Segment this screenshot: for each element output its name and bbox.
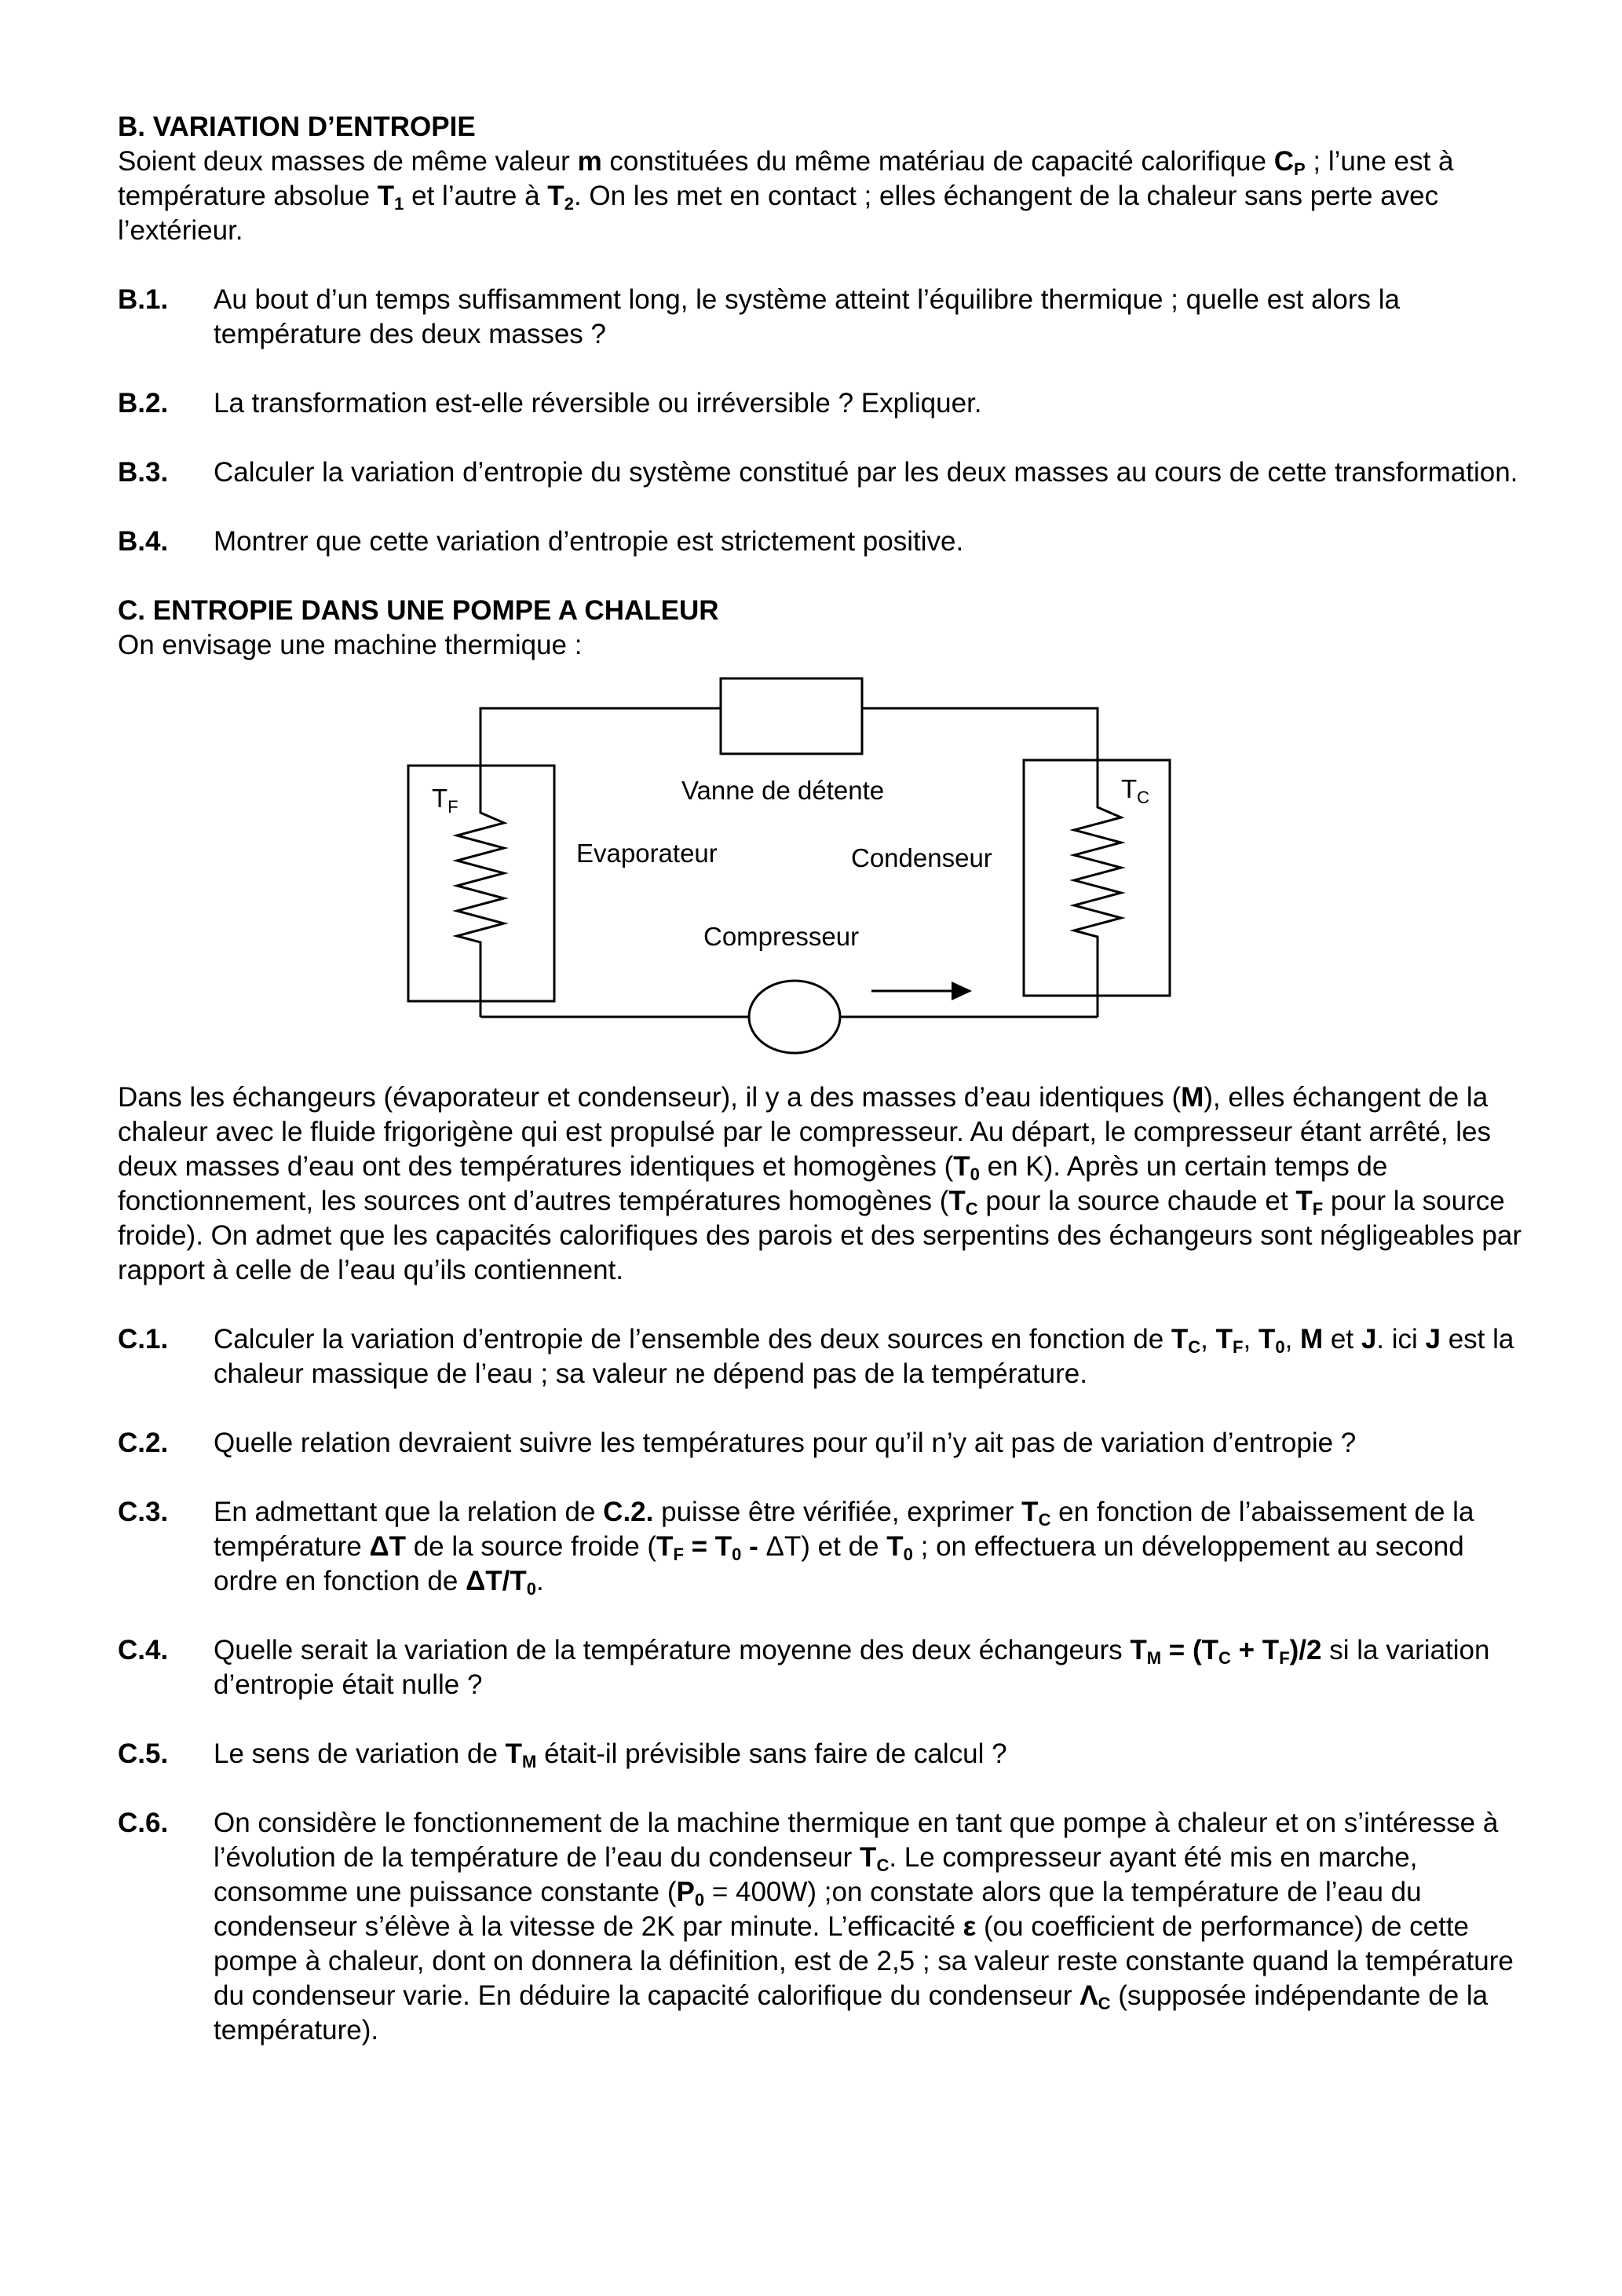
expansion-valve-label: Vanne de détente — [681, 776, 885, 805]
question-number: C.2. — [118, 1428, 169, 1458]
question-number: B.2. — [118, 388, 169, 419]
question-c5 — [118, 1737, 1523, 1771]
question-b3 — [118, 455, 1523, 490]
question-b4 — [118, 525, 1523, 559]
evaporator-label: Evaporateur — [576, 839, 718, 868]
compressor — [749, 981, 840, 1053]
question-text: Au bout d’un temps suffisamment long, le système atteint l’équilibre thermique ; quelle est alors la température des deux masses ? — [214, 284, 1400, 349]
question-number: B.3. — [118, 457, 169, 488]
question-number: C.4. — [118, 1635, 169, 1665]
question-number: B.4. — [118, 526, 169, 557]
question-text: Calculer la variation d’entropie du système constitué par les deux masses au cours de cette transformation. — [214, 457, 1518, 488]
heat-pump-diagram — [118, 667, 1523, 1057]
question-c1 — [118, 1322, 1523, 1391]
question-text: Calculer la variation d’entropie de l’ensemble des deux sources en fonction de $T_C$, $T_F$, $T_0$, M et J. ici J est la chaleur massique de l’eau ; sa valeur ne dépend pas de la température. — [214, 1324, 1514, 1389]
question-number: C.3. — [118, 1497, 169, 1527]
question-number: C.1. — [118, 1324, 169, 1355]
question-c2 — [118, 1426, 1523, 1461]
compressor-label: Compresseur — [703, 922, 860, 951]
condenser-coil — [1074, 760, 1121, 1017]
question-text: La transformation est-elle réversible ou irréversible ? Expliquer. — [214, 388, 982, 419]
question-b2 — [118, 386, 1523, 421]
condenser-label: Condenseur — [851, 843, 992, 872]
question-text: Montrer que cette variation d’entropie est strictement positive. — [214, 526, 964, 557]
question-text: On considère le fonctionnement de la machine thermique en tant que pompe à chaleur et on s’intéresse à l’évolution de la température de l’eau du condenseur $T_C$. Le compresseur ayant été mis en marche, consomme une puissance constante $(P_0 = 400W)$ ;on constate alors que la température de l’eau du condenseur s’élève à la vitesse de 2K par minute. L’efficacité ε (ou coefficient de performance) de cette pompe à chaleur, dont on donnera la définition, est de 2,5 ; sa valeur reste constante quand la température du condenseur varie. En déduire la capacité calorifique du condenseur $\Lambda_C$ (supposée indépendante de la température). — [214, 1808, 1514, 2046]
section-c-title: C. ENTROPIE DANS UNE POMPE A CHALEUR — [118, 595, 719, 626]
section-b-intro: Soient deux masses de même valeur m constituées du même matériau de capacité calorifique $C_P$ ; l’une est à température absolue $T_1$ et l’autre à $T_2$. On les met en contact ; elles échangent de la chaleur sans perte avec l’extérieur. — [118, 146, 1454, 246]
tc-label: $T_C$ — [1121, 774, 1150, 807]
question-c4 — [118, 1633, 1523, 1702]
question-b1 — [118, 283, 1523, 352]
section-c-intro: On envisage une machine thermique : — [118, 630, 583, 660]
question-text: Quelle relation devraient suivre les températures pour qu’il n’y ait pas de variation d’entropie ? — [214, 1428, 1357, 1458]
flow-arrow-head — [952, 982, 972, 1000]
question-c3 — [118, 1495, 1523, 1599]
question-number: B.1. — [118, 284, 169, 315]
question-number: C.5. — [118, 1738, 169, 1769]
section-c-paragraph: Dans les échangeurs (évaporateur et condenseur), il y a des masses d’eau identiques (M), elles échangent de la chaleur avec le fluide frigorigène qui est propulsé par le compresseur. Au départ, le compresseur étant arrêté, les deux masses d’eau ont des températures identiques et homogènes ($T_0$ en K). Après un certain temps de fonctionnement, les sources ont d’autres températures homogènes ($T_C$ pour la source chaude et $T_F$ pour la source froide). On admet que les capacités calorifiques des parois et des serpentins des échangeurs sont négligeables par rapport à celle de l’eau qu’ils contiennent. — [118, 1082, 1522, 1285]
question-text: En admettant que la relation de C.2. puisse être vérifiée, exprimer $T_C$ en fonction de l’abaissement de la température ΔT de la source froide $(T_F = T_0 - \Delta T)$ et de $T_0$ ; on effectuera un développement au second ordre en fonction de $\Delta T/T_0$. — [214, 1497, 1474, 1599]
question-text: Le sens de variation de $T_M$ était-il prévisible sans faire de calcul ? — [214, 1738, 1007, 1771]
expansion-valve — [721, 678, 862, 754]
evaporator-coil — [457, 766, 504, 1017]
question-c6 — [118, 1806, 1523, 2048]
document-page — [118, 110, 1523, 2048]
question-number: C.6. — [118, 1808, 169, 1838]
question-text: Quelle serait la variation de la température moyenne des deux échangeurs $T_M = (T_C + T_F)/2$ si la variation d’entropie était nulle ? — [214, 1635, 1490, 1700]
heat-pump-diagram-svg — [118, 667, 1523, 1057]
tf-label: $T_F$ — [432, 784, 458, 817]
section-b-title: B. VARIATION D’ENTROPIE — [118, 112, 476, 142]
